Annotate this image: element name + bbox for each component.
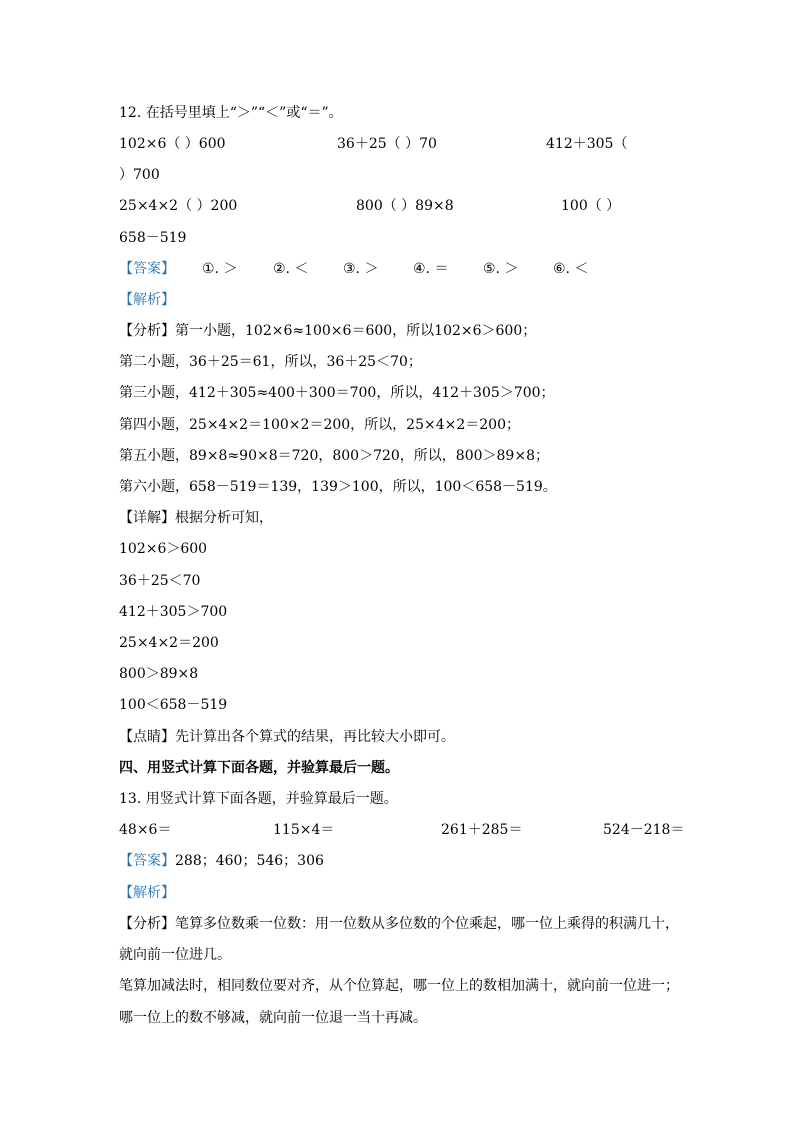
q13-jiexi-tag: 【解析】 [119,885,175,901]
analysis-text-1: 第一小题，102×6≈100×6＝600，所以102×6＞600； [175,323,537,339]
result-3: 412＋305＞700 [119,604,228,620]
q12-item-1: 102×6（ ）600 [119,136,226,152]
q13-title: 13. 用竖式计算下面各题，并验算最后一题。 [119,791,398,807]
q13-fenxi-line-2: 就向前一位进几。 [119,947,231,963]
q13-fenxi-line-1 [119,914,679,934]
q13-fenxi-line-4: 哪一位上的数不够减，就向前一位退一当十再减。 [119,1010,427,1026]
q13-answer-line [119,851,324,871]
result-1: 102×6＞600 [119,541,208,557]
answer-2: ②. ＜ [273,261,309,277]
analysis-line-3: 第三小题，412＋305≈400＋300＝700，所以，412＋305＞700； [119,385,555,401]
dianjing-tag: 【点睛】 [119,729,175,745]
q13-answer-tag: 【答案】 [119,853,175,869]
q13-problem-4: 524－218＝ [603,822,685,838]
q12-item-3-cont: ）700 [119,167,160,183]
result-4: 25×4×2＝200 [119,635,219,651]
q12-item-3: 412＋305（ [546,136,628,152]
result-6: 100＜658－519 [119,697,228,713]
answer-4: ④. ＝ [413,261,449,277]
analysis-line-1 [119,321,536,341]
q12-item-2: 36＋25（ ）70 [337,136,437,152]
q13-answer-text: 288；460；546；306 [175,853,324,869]
answer-3: ③. ＞ [343,261,379,277]
q13-fenxi-line-3: 笔算加减法时，相同数位要对齐，从个位算起，哪一位上的数相加满十，就向前一位进一； [119,978,679,994]
q13-problem-2: 115×4＝ [273,822,335,838]
xiangjie-tag: 【详解】 [119,510,175,526]
q13-problem-3: 261＋285＝ [441,822,523,838]
q12-title: 12. 在括号里填上“＞”“＜”或“＝”。 [119,105,343,121]
xiangjie-text: 根据分析可知， [175,510,273,526]
q13-fenxi-tag: 【分析】 [119,916,175,932]
answer-6: ⑥. ＜ [553,261,589,277]
analysis-line-6: 第六小题，658－519＝139，139＞100，所以，100＜658－519。 [119,479,557,495]
result-2: 36＋25＜70 [119,573,201,589]
result-5: 800＞89×8 [119,666,199,682]
q12-item-5: 800（ ）89×8 [356,198,454,214]
q12-item-6-cont: 658－519 [119,230,187,246]
xiangjie-line [119,508,273,528]
dianjing-line [119,727,455,747]
answer-5: ⑤. ＞ [483,261,519,277]
analysis-line-2: 第二小题，36＋25＝61，所以，36＋25＜70； [119,354,422,370]
fenxi-tag: 【分析】 [119,323,175,339]
jiexi-tag: 【解析】 [119,292,175,308]
answer-tag: 【答案】 [119,261,175,277]
q13-problem-1: 48×6＝ [119,822,172,838]
answer-1: ①. ＞ [202,261,238,277]
analysis-line-5: 第五小题，89×8≈90×8＝720，800＞720，所以，800＞89×8； [119,448,549,464]
q13-fenxi-text-1: 笔算多位数乘一位数：用一位数从多位数的个位乘起，哪一位上乘得的积满几十， [175,916,679,932]
q12-item-6: 100（ ） [561,198,621,214]
section-heading: 四、用竖式计算下面各题，并验算最后一题。 [119,760,399,776]
dianjing-text: 先计算出各个算式的结果，再比较大小即可。 [175,729,455,745]
q12-item-4: 25×4×2（ ）200 [119,198,238,214]
analysis-line-4: 第四小题，25×4×2＝100×2＝200，所以，25×4×2＝200； [119,417,520,433]
